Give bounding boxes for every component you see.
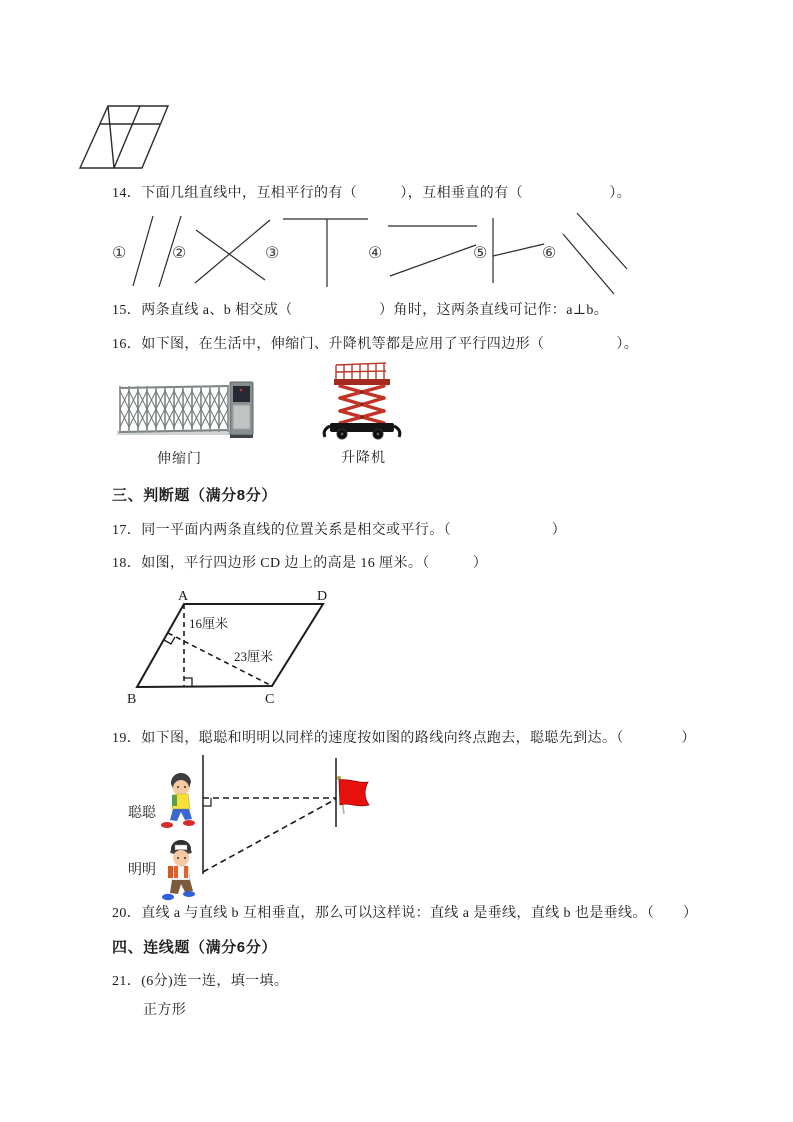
runner-congcong-label: 聪聪: [128, 806, 156, 821]
vertex-c-label: C: [265, 692, 275, 707]
gate-control-panel-light: [233, 405, 250, 429]
scissor-lift-image: [322, 359, 406, 445]
lift-platform: [334, 379, 390, 385]
group6-number: ⑥: [542, 245, 557, 262]
parallelogram-outline: [80, 106, 168, 168]
gate-label: 伸缩门: [157, 452, 202, 467]
group1-number: ①: [112, 245, 127, 262]
question-19-text: 19．如下图，聪聪和明明以同样的速度按如图的路线向终点跑去，聪聪先到达。（ ）: [112, 731, 696, 746]
group2-line-a: [196, 230, 265, 280]
parallelogram-abcd-figure: [120, 585, 345, 710]
question-20-text: 20．直线 a 与直线 b 互相垂直，那么可以这样说：直线 a 是垂线，直线 b 也是垂线。（ ）: [112, 906, 698, 921]
group6-line-b: [563, 234, 614, 294]
section-3-heading: 三、判断题（满分8分）: [112, 487, 277, 504]
question-15-text: 15．两条直线 a、b 相交成（ ）角时，这两条直线可记作：a⊥b。: [112, 303, 609, 318]
gate-control-panel-dark: [233, 386, 250, 402]
question-21-text: 21．(6分)连一连，填一填。: [112, 974, 289, 989]
match-item-square: 正方形: [143, 1003, 187, 1018]
height-dimension-label: 16厘米: [189, 616, 229, 631]
right-angle-mark-bottom: [184, 678, 192, 686]
inner-line-1: [108, 106, 114, 168]
lift-label: 升降机: [341, 451, 386, 466]
group5-line-b: [493, 244, 544, 256]
right-angle-mark-route: [203, 798, 211, 806]
group2-number: ②: [172, 245, 187, 262]
line-groups-figure: [110, 205, 650, 300]
group6-line-a: [577, 213, 627, 269]
group4-number: ④: [368, 245, 383, 262]
vertex-b-label: B: [127, 692, 137, 707]
vertex-d-label: D: [317, 589, 328, 604]
group1-line-a: [133, 216, 153, 286]
section-4-heading: 四、连线题（满分6分）: [112, 939, 277, 956]
slant-dimension-label: 23厘米: [234, 649, 274, 664]
runner-congcong-illustration: [161, 773, 195, 828]
group2-line-b: [195, 220, 270, 283]
question-16-text: 16．如下图，在生活中，伸缩门、升降机等都是应用了平行四边形（ ）。: [112, 337, 639, 352]
runner-mingming-illustration: [162, 840, 195, 900]
group4-line-b: [390, 245, 476, 276]
question-18-text: 18．如图，平行四边形 CD 边上的高是 16 厘米。（ ）: [112, 556, 488, 571]
vertex-a-label: A: [178, 589, 189, 604]
parallelogram-with-lines-figure: [78, 103, 178, 173]
parallelogram-abcd-outline: [137, 604, 323, 687]
group5-number: ⑤: [473, 245, 488, 262]
retractable-gate-image: [116, 377, 256, 441]
race-route-figure: [115, 753, 390, 903]
question-14-text: 14．下面几组直线中，互相平行的有（ ），互相垂直的有（ ）。: [112, 186, 632, 201]
route-mingming-dashed: [203, 799, 336, 872]
question-17-text: 17．同一平面内两条直线的位置关系是相交或平行。（ ）: [112, 523, 567, 538]
group3-number: ③: [265, 245, 280, 262]
lift-railing: [336, 363, 386, 379]
gate-base: [230, 435, 253, 438]
inner-line-2: [114, 106, 140, 168]
runner-mingming-label: 明明: [128, 863, 156, 878]
red-flag: [337, 776, 369, 814]
